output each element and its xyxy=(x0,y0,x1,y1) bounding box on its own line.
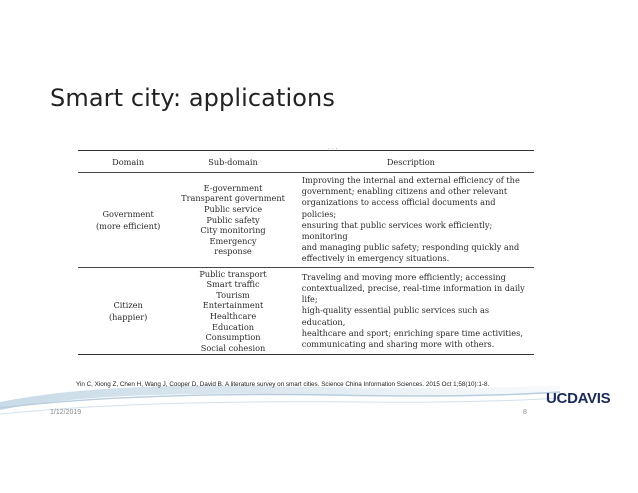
subdomain-item: E-government xyxy=(203,182,263,193)
domain-name: Government xyxy=(102,208,154,219)
slide-title: Smart city: applications xyxy=(50,84,335,112)
logo-davis: DAVIS xyxy=(567,390,611,407)
domain-goal: (more efficient) xyxy=(95,220,161,231)
description-line: and managing public safety; responding quickly and xyxy=(301,242,520,253)
header-sub-domain: Sub-domain xyxy=(208,157,258,167)
domain-name: Citizen xyxy=(113,300,143,310)
subdomain-item: Education xyxy=(211,321,255,332)
subdomain-cell xyxy=(178,267,287,355)
subdomain-cell xyxy=(178,173,287,268)
subdomain-item: Public safety xyxy=(206,214,260,225)
citation-reference: Yin C, Xiong Z, Chen H, Wang J, Cooper D, David B. A literature survey on smart cities. Science China Information Sciences. 2015 Oct 1;58(10):1-8. xyxy=(76,381,490,388)
logo-uc: UC xyxy=(546,390,568,407)
table-header-row xyxy=(78,151,534,173)
decorative-dots: · · · xyxy=(328,146,338,153)
subdomain-item: Public service xyxy=(203,203,263,214)
domain-cell xyxy=(78,267,178,355)
subdomain-item: Consumption xyxy=(205,332,261,343)
description-line: healthcare and sport; enriching spare time activities, xyxy=(301,327,523,338)
subdomain-item: Tourism xyxy=(216,289,250,300)
subdomain-item: City monitoring xyxy=(200,225,266,236)
description-line: effectively in emergency situations. xyxy=(301,253,450,264)
description-line: government; enabling citizens and other relevant xyxy=(301,186,508,197)
slide-date: 1/12/2019 xyxy=(50,409,82,416)
subdomain-item: response xyxy=(214,246,252,257)
subdomain-item: Social cohesion xyxy=(200,342,266,353)
description-line: high-quality essential public services such as education, xyxy=(301,305,490,327)
subdomain-item: Emergency xyxy=(209,235,257,246)
subdomain-item: Public transport xyxy=(199,268,267,279)
description-line: organizations to access official documents and policies; xyxy=(301,197,496,219)
footer-swoosh-decoration xyxy=(0,368,638,418)
table-row-citizen xyxy=(78,267,534,355)
description-line: ensuring that public services work efficiently; monitoring xyxy=(301,219,493,242)
description-cell xyxy=(288,173,534,268)
description-cell xyxy=(288,267,534,355)
header-domain: Domain xyxy=(112,157,145,167)
description-line: communicating and sharing more with others. xyxy=(301,339,495,349)
subdomain-item: Entertainment xyxy=(202,300,264,311)
page-number: 8 xyxy=(523,409,527,416)
uc-davis-logo xyxy=(546,390,610,407)
domain-cell xyxy=(78,173,178,268)
header-description: Description xyxy=(386,157,435,167)
table-row-government xyxy=(78,173,534,268)
subdomain-item: Healthcare xyxy=(209,311,257,321)
applications-table xyxy=(78,146,534,355)
description-line: Improving the internal and external efficiency of the xyxy=(301,175,520,185)
subdomain-item: Smart traffic xyxy=(206,279,260,290)
domain-goal: (happier) xyxy=(108,312,148,322)
description-line: Traveling and moving more efficiently; accessing xyxy=(301,271,506,282)
subdomain-item: Transparent government xyxy=(181,193,285,204)
description-line: contextualized, precise, real-time information in daily life; xyxy=(301,282,525,305)
